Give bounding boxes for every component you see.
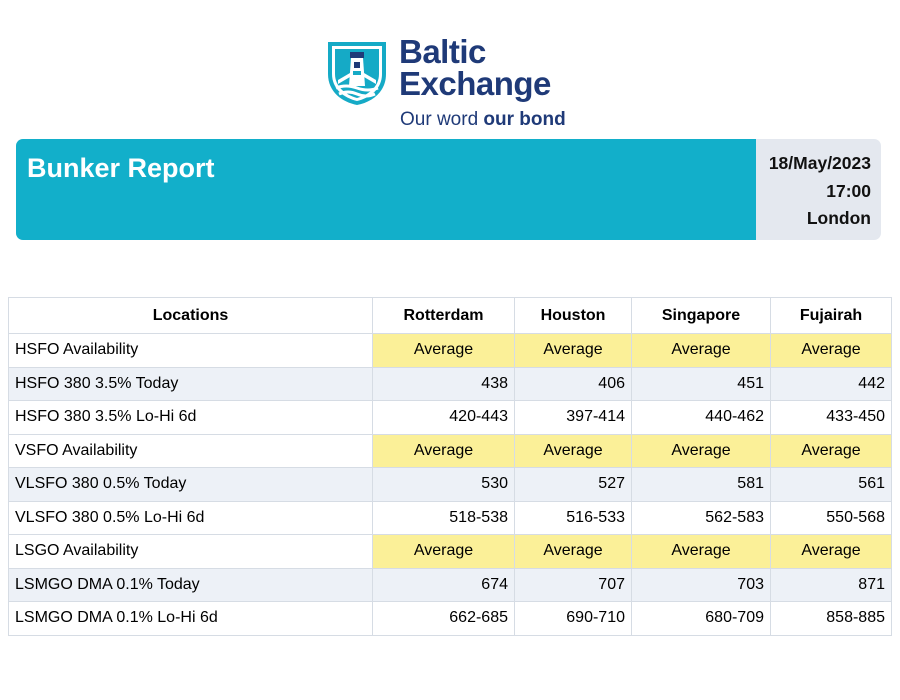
brand-tagline	[400, 110, 566, 130]
tagline-regular: Our word	[400, 109, 484, 130]
price-range-cell: 440-462	[632, 401, 771, 435]
table-row	[9, 401, 892, 435]
column-header-singapore: Singapore	[632, 298, 771, 334]
report-meta	[769, 150, 871, 233]
table-row	[9, 501, 892, 535]
availability-cell: Average	[632, 334, 771, 368]
price-cell: 527	[515, 468, 632, 502]
row-label: HSFO 380 3.5% Lo-Hi 6d	[9, 401, 373, 435]
bunker-table-container	[8, 297, 891, 636]
row-label: VLSFO 380 0.5% Today	[9, 468, 373, 502]
row-label: HSFO 380 3.5% Today	[9, 367, 373, 401]
report-time: 17:00	[826, 180, 871, 201]
table-row	[9, 367, 892, 401]
row-label: LSMGO DMA 0.1% Today	[9, 568, 373, 602]
price-range-cell: 397-414	[515, 401, 632, 435]
table-row	[9, 468, 892, 502]
price-range-cell: 420-443	[373, 401, 515, 435]
report-location: London	[806, 208, 871, 228]
price-range-cell: 516-533	[515, 501, 632, 535]
availability-cell: Average	[771, 434, 892, 468]
availability-cell: Average	[632, 434, 771, 468]
availability-cell: Average	[373, 434, 515, 468]
price-range-cell: 518-538	[373, 501, 515, 535]
availability-cell: Average	[632, 535, 771, 569]
row-label: VSFO Availability	[9, 434, 373, 468]
availability-cell: Average	[771, 535, 892, 569]
table-row	[9, 434, 892, 468]
availability-cell: Average	[373, 334, 515, 368]
price-range-cell: 858-885	[771, 602, 892, 636]
price-cell: 871	[771, 568, 892, 602]
row-label: VLSFO 380 0.5% Lo-Hi 6d	[9, 501, 373, 535]
banner-title-panel	[16, 139, 756, 240]
lighthouse-shield-icon	[326, 40, 388, 106]
price-range-cell: 690-710	[515, 602, 632, 636]
brand-name	[399, 33, 551, 102]
price-range-cell: 550-568	[771, 501, 892, 535]
price-cell: 451	[632, 367, 771, 401]
report-date: 18/May/2023	[768, 153, 871, 173]
price-cell: 707	[515, 568, 632, 602]
brand-name-line1: Baltic	[399, 33, 486, 70]
table-row	[9, 602, 892, 636]
bunker-price-table	[8, 297, 892, 636]
row-label: HSFO Availability	[9, 334, 373, 368]
price-cell: 438	[373, 367, 515, 401]
table-header-row	[9, 298, 892, 334]
price-cell: 406	[515, 367, 632, 401]
column-header-rotterdam: Rotterdam	[373, 298, 515, 334]
price-range-cell: 680-709	[632, 602, 771, 636]
availability-cell: Average	[515, 434, 632, 468]
price-cell: 530	[373, 468, 515, 502]
availability-cell: Average	[373, 535, 515, 569]
availability-cell: Average	[515, 535, 632, 569]
price-cell: 442	[771, 367, 892, 401]
price-cell: 561	[771, 468, 892, 502]
price-cell: 674	[373, 568, 515, 602]
row-label: LSGO Availability	[9, 535, 373, 569]
column-header-houston: Houston	[515, 298, 632, 334]
column-header-locations: Locations	[9, 298, 373, 334]
availability-cell: Average	[515, 334, 632, 368]
row-label: LSMGO DMA 0.1% Lo-Hi 6d	[9, 602, 373, 636]
baltic-exchange-logo	[326, 33, 586, 134]
report-banner	[16, 139, 881, 240]
table-row	[9, 568, 892, 602]
price-range-cell: 662-685	[373, 602, 515, 636]
availability-cell: Average	[771, 334, 892, 368]
page-title: Bunker Report	[27, 153, 215, 183]
price-range-cell: 562-583	[632, 501, 771, 535]
column-header-fujairah: Fujairah	[771, 298, 892, 334]
tagline-bold: our bond	[483, 109, 566, 130]
price-cell: 581	[632, 468, 771, 502]
price-range-cell: 433-450	[771, 401, 892, 435]
table-row	[9, 535, 892, 569]
table-row	[9, 334, 892, 368]
brand-name-line2: Exchange	[399, 65, 551, 102]
price-cell: 703	[632, 568, 771, 602]
